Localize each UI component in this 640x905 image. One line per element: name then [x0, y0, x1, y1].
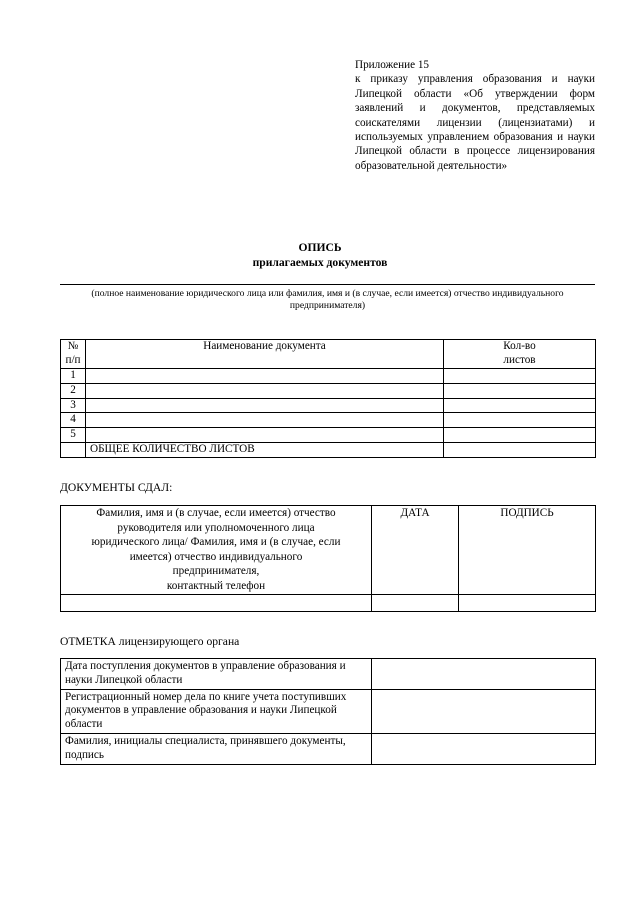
col-signature-header: ПОДПИСЬ: [459, 506, 596, 595]
appendix-title: Приложение 15: [355, 59, 430, 71]
table-row: [61, 369, 596, 384]
appendix-block: [355, 58, 595, 173]
col-name-header: Наименование документа: [86, 340, 444, 369]
table-row: [61, 595, 596, 612]
col-count-line1: Кол-во: [503, 340, 536, 352]
col-count-header: [444, 340, 596, 369]
col-person-line5: предпринимателя,: [172, 565, 260, 578]
total-row: [61, 442, 596, 457]
sheet-count-cell[interactable]: [444, 413, 596, 428]
col-person-line1: Фамилия, имя и (в случае, если имеется) отчество: [96, 507, 336, 519]
row-number: 4: [61, 413, 86, 428]
table-row: [61, 733, 596, 764]
document-heading: [0, 240, 640, 270]
col-person-header: [61, 506, 372, 595]
mark-label: ОТМЕТКА лицензирующего органа: [60, 635, 240, 648]
total-count-cell[interactable]: [444, 442, 596, 457]
sheet-count-cell[interactable]: [444, 398, 596, 413]
col-number-line2: п/п: [65, 353, 81, 366]
mark-table: [60, 658, 596, 765]
col-number-header: [61, 340, 86, 369]
applicant-caption: (полное наименование юридического лица или фамилия, имя и (в случае, если имеется) отчество индивидуального предпринимателя): [91, 288, 564, 312]
receipt-date-label: Дата поступления документов в управление образования и науки Липецкой области: [61, 659, 372, 690]
table-row: [61, 383, 596, 398]
documents-table-header: [61, 340, 596, 369]
row-number: 3: [61, 398, 86, 413]
person-cell[interactable]: [61, 595, 372, 612]
col-person-line3: юридического лица/ Фамилия, имя и (в случае, если: [91, 536, 341, 549]
registration-number-label: Регистрационный номер дела по книге учета поступивших документов в управление образования и науки Липецкой области: [61, 689, 372, 733]
date-cell[interactable]: [372, 595, 459, 612]
col-person-line6: контактный телефон: [166, 579, 266, 592]
documents-table: [60, 339, 596, 458]
col-number-line1: №: [67, 340, 79, 352]
table-row: [61, 659, 596, 690]
document-name-cell[interactable]: [86, 413, 444, 428]
total-label: ОБЩЕЕ КОЛИЧЕСТВО ЛИСТОВ: [86, 442, 444, 457]
table-row: [61, 398, 596, 413]
sheet-count-cell[interactable]: [444, 383, 596, 398]
col-count-line2: листов: [503, 353, 536, 366]
submitted-table-header: [61, 506, 596, 595]
table-row: [61, 428, 596, 443]
document-name-cell[interactable]: [86, 383, 444, 398]
col-person-line4: имеется) отчество индивидуального: [129, 550, 303, 563]
sheet-count-cell[interactable]: [444, 369, 596, 384]
table-row: [61, 413, 596, 428]
submitted-table: [60, 505, 596, 612]
applicant-fill-line: [60, 284, 595, 285]
submitted-label: ДОКУМЕНТЫ СДАЛ:: [60, 481, 173, 494]
receipt-date-cell[interactable]: [372, 659, 596, 690]
signature-cell[interactable]: [459, 595, 596, 612]
sheet-count-cell[interactable]: [444, 428, 596, 443]
registration-number-cell[interactable]: [372, 689, 596, 733]
table-row: [61, 689, 596, 733]
col-person-line2: руководителя или уполномоченного лица: [117, 521, 315, 534]
col-date-header: ДАТА: [372, 506, 459, 595]
document-title: ОПИСЬ: [298, 241, 342, 254]
specialist-label: Фамилия, инициалы специалиста, принявшего документы, подпись: [61, 733, 372, 764]
row-number: 1: [61, 369, 86, 384]
appendix-text: к приказу управления образования и науки Липецкой области «Об утверждении форм заявлений и документов, представляемых соискателями лицензии (лицензиатами) и используемых управлением образования и науки Липецкой области в процессе лицензирования образовательной деятельности»: [355, 73, 595, 172]
document-subtitle: прилагаемых документов: [252, 256, 388, 269]
total-row-number: [61, 442, 86, 457]
document-name-cell[interactable]: [86, 428, 444, 443]
document-name-cell[interactable]: [86, 369, 444, 384]
row-number: 2: [61, 383, 86, 398]
document-name-cell[interactable]: [86, 398, 444, 413]
row-number: 5: [61, 428, 86, 443]
specialist-cell[interactable]: [372, 733, 596, 764]
